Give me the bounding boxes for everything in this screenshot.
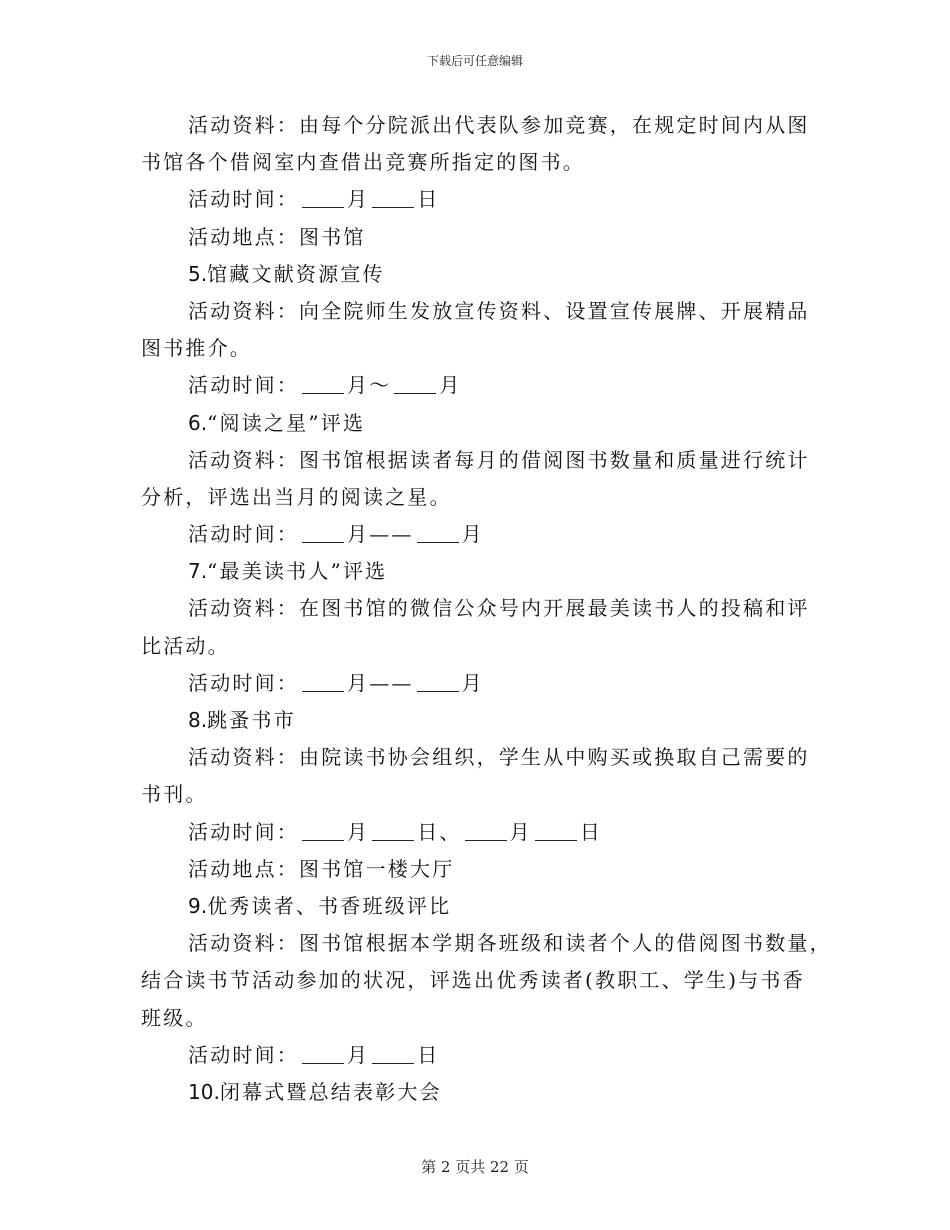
day-label: 日 — [417, 187, 440, 212]
month-label: 月—— — [347, 522, 414, 547]
time-label: 活动时间： — [188, 819, 299, 844]
section-heading — [141, 888, 801, 925]
blank-field — [302, 373, 344, 394]
time-label: 活动时间： — [188, 522, 299, 547]
blank-field — [417, 671, 459, 692]
paragraph-line: 活动资料：向全院师生发放宣传资料、设置宣传展牌、开展精品 — [188, 298, 810, 323]
paragraph-line: 书馆各个借阅室内查借出竞赛所指定的图书。 — [141, 150, 585, 175]
section-heading — [141, 553, 801, 590]
month-label: 月 — [347, 187, 370, 212]
section-number: 10. — [188, 1079, 220, 1104]
section-title: “阅读之星”评选 — [207, 410, 366, 435]
paragraph-line: 活动资料：由院读书协会组织，学生从中购买或换取自己需要的 — [188, 745, 810, 770]
paragraph-line: 比活动。 — [141, 633, 230, 658]
activity-location-line: 活动地点：图书馆 — [188, 224, 366, 249]
time-label: 活动时间： — [188, 1042, 299, 1067]
section-heading — [141, 405, 801, 442]
blank-field — [372, 187, 414, 208]
time-label: 活动时间： — [188, 187, 299, 212]
blank-field — [302, 187, 344, 208]
blank-field — [302, 671, 344, 692]
section-title: “最美读书人”评选 — [207, 559, 388, 584]
blank-field — [302, 522, 344, 543]
section-title: 跳蚤书市 — [207, 708, 296, 732]
blank-field — [535, 820, 577, 841]
activity-time-line — [141, 1037, 801, 1074]
month-label: 月～ — [347, 373, 392, 398]
activity-time-line — [141, 181, 801, 218]
paragraph-line: 班级。 — [141, 1005, 208, 1030]
page-footer: 第 2 页共 22 页 — [421, 1158, 529, 1176]
section-number: 8. — [188, 708, 208, 732]
day-label: 日 — [417, 1042, 440, 1067]
section-heading — [141, 1074, 801, 1111]
month-label: 月 — [461, 522, 484, 547]
month-label: 月 — [461, 670, 484, 695]
document-body — [141, 107, 832, 1111]
activity-time-line — [141, 367, 801, 404]
paragraph-line: 活动资料：图书馆根据本学期各班级和读者个人的借阅图书数量， — [188, 931, 832, 956]
section-number: 9. — [188, 893, 208, 918]
paragraph-line: 活动资料：图书馆根据读者每月的借阅图书数量和质量进行统计 — [188, 447, 810, 472]
section-title: 优秀读者、书香班级评比 — [207, 893, 452, 918]
section-heading — [141, 702, 801, 739]
paragraph-line: 书刊。 — [141, 782, 208, 807]
month-label: 月—— — [347, 670, 414, 695]
month-label: 月 — [509, 819, 532, 844]
activity-time-line — [141, 516, 801, 553]
blank-field — [372, 1043, 414, 1064]
day-label: 日、 — [417, 819, 462, 844]
paragraph-line: 活动资料：在图书馆的微信公众号内开展最美读书人的投稿和评 — [188, 596, 810, 621]
section-heading — [141, 256, 801, 293]
paragraph-line: 活动资料：由每个分院派出代表队参加竞赛，在规定时间内从图 — [188, 113, 810, 137]
blank-field — [302, 1043, 344, 1064]
time-label: 活动时间： — [188, 373, 299, 398]
activity-time-line — [141, 814, 801, 851]
blank-field — [394, 373, 436, 394]
blank-field — [465, 820, 507, 841]
activity-time-line — [141, 665, 801, 702]
month-label: 月 — [439, 373, 462, 398]
time-label: 活动时间： — [188, 670, 299, 695]
paragraph-line: 分析，评选出当月的阅读之星。 — [141, 484, 452, 509]
section-number: 7. — [188, 559, 208, 584]
activity-location-line: 活动地点：图书馆一楼大厅 — [188, 856, 455, 881]
paragraph-line: 图书推介。 — [141, 336, 252, 361]
blank-field — [372, 820, 414, 841]
paragraph-line: 结合读书节活动参加的状况，评选出优秀读者(教职工、学生)与书香 — [141, 968, 805, 993]
section-title: 馆藏文献资源宣传 — [207, 261, 385, 286]
blank-field — [302, 820, 344, 841]
month-label: 月 — [347, 819, 370, 844]
month-label: 月 — [347, 1042, 370, 1067]
section-title: 闭幕式暨总结表彰大会 — [219, 1079, 442, 1104]
page-header: 下载后可任意编辑 — [426, 54, 523, 68]
section-number: 5. — [188, 261, 208, 286]
section-number: 6. — [188, 410, 208, 435]
blank-field — [417, 522, 459, 543]
day-label: 日 — [579, 819, 603, 844]
